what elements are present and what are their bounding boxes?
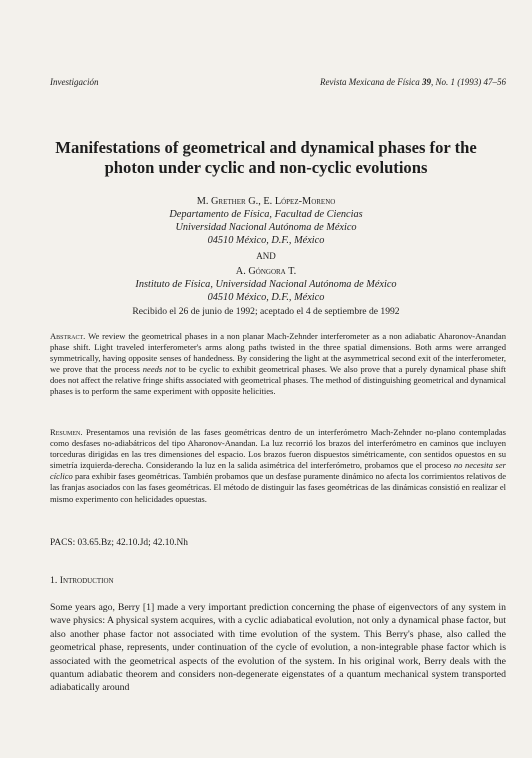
- resumen-text-1: Presentamos una revisión de las fases geométricas dentro de un interferómetro Mach-Zehnder no-plano contempladas como desfases no-adiabátricos del tipo Aharonov-Anandan. La luz recorrió los brazos del interferómetro en caminos que incluyen torceduras dirigidas en las tres dimensiones del espacio. Los brazos fueron dispuestos simétricamente, con sentidos opuestos en su simetría izquierda-derecha. Considerando la luz en la salida asimétrica del interferómetro, probamos que el proceso: [50, 427, 506, 471]
- and-separator: AND: [256, 251, 276, 261]
- abstract-emphasis: needs not: [142, 364, 177, 375]
- abstract-english: [50, 331, 506, 398]
- abstract-spanish: [50, 427, 506, 505]
- affiliation-2-line-1: Instituto de Física, Universidad Nacional Autónoma de México: [135, 279, 397, 290]
- affiliation-1-line-2: Universidad Nacional Autónoma de México: [175, 222, 357, 233]
- resumen-text-2: para exhibir fases geométricas. También probamos que un desfase puramente dinámico no afecta los corrimientos relativos de las franjas asociados con las fases geométricas. El método de distinguir las fases geométricas de las dinámicas consistió en realizar el mismo experimento con helicidades opuestas.: [50, 471, 506, 504]
- journal-name: Revista Mexicana de Física: [320, 77, 420, 87]
- received-date: Recibido el 26 de junio de 1992; aceptado el 4 de septiembre de 1992: [132, 306, 400, 317]
- introduction-paragraph: Some years ago, Berry [1] made a very important prediction concerning the phase of eigenvectors of any system in wave physics: A physical system acquires, with a cyclic adiabatical evolution, not only a dynamical phase factor, but also another phase factor not associated with time evolution of the system. This Berry's phase, also called the geometrical phase, represents, under continuation of the cycle of evolution, a non-integrable phase factor which is associated with the geometrical aspects of the evolution of the system. In his original work, Berry deals with the quantum adiabatic theorem and considers non-degenerate eigenstates of a quantum mechanical system transported adiabatically around: [50, 602, 506, 694]
- section-heading: 1. Introduction: [50, 575, 114, 586]
- section-label: Investigación: [50, 77, 99, 87]
- authors-group-1: M. Grether G., E. López-Moreno: [196, 196, 336, 207]
- paper-title: Manifestations of geometrical and dynamical phases for the photon under cyclic and non-cyclic evolutions: [55, 138, 477, 177]
- abstract-text-2: to be cyclic to exhibit geometrical phases. We also prove that a purely dynamical phase shift does not affect the relative fringe shifts associated with geometrical phases. The method of distinguishing geometrical and dynamical phases is to perform the same experiment with opposite helicities.: [50, 364, 506, 397]
- resumen-label: Resumen.: [50, 427, 83, 437]
- affiliation-2-line-2: 04510 México, D.F., México: [207, 292, 325, 303]
- pacs-codes: PACS: 03.65.Bz; 42.10.Jd; 42.10.Nh: [50, 538, 188, 548]
- authors-group-2: A. Góngora T.: [235, 266, 297, 277]
- journal-volume: 39: [422, 77, 431, 87]
- affiliation-1-line-3: 04510 México, D.F., México: [207, 235, 325, 246]
- abstract-label: Abstract.: [50, 331, 86, 341]
- journal-issue-pages: , No. 1 (1993) 47–56: [431, 77, 506, 87]
- abstract-text-1: We review the geometrical phases in a non planar Mach-Zehnder interferometer as a non adiabatic Aharonov-Anandan phase shift. Light traveled interferometer's arms along paths twisted in the three spatial dimensions. Both arms were arranged symmetrically, having opposite senses of handedness. By considering the light at the asymmetrical second exit of the interferometer, we prove that the process: [50, 331, 506, 375]
- resumen-emphasis: no necesita ser cíclico: [50, 460, 506, 482]
- journal-citation: [320, 77, 506, 87]
- affiliation-1-line-1: Departamento de Física, Facultad de Ciencias: [169, 209, 363, 220]
